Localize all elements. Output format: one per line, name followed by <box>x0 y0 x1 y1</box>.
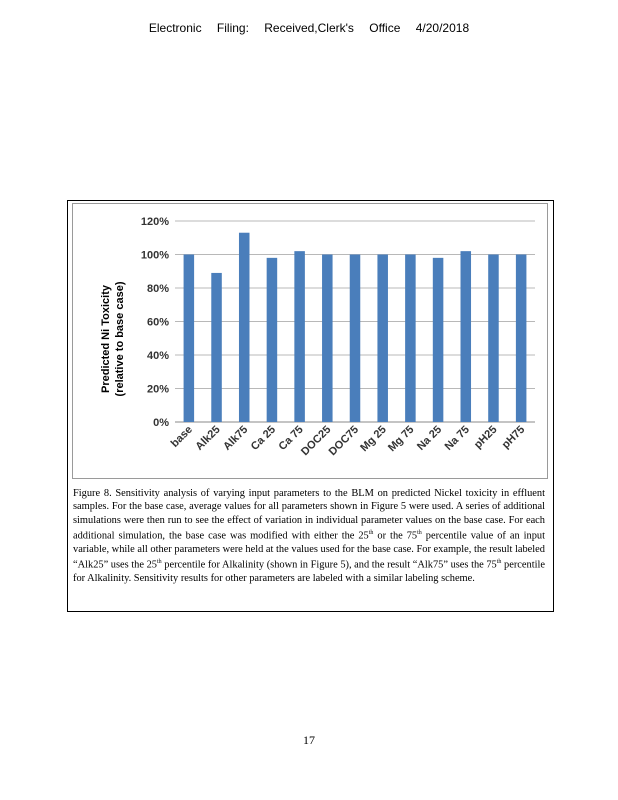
figure-caption <box>73 487 545 585</box>
header-date: 4/20/2018 <box>415 21 470 35</box>
x-tick-label: Alk75 <box>221 423 251 453</box>
x-tick-label: base <box>168 423 195 450</box>
bar-ca75 <box>294 251 305 422</box>
x-tick-label: DOC25 <box>299 423 334 459</box>
caption-sup3: th <box>157 558 162 565</box>
y-tick-label: 60% <box>146 316 169 329</box>
y-tick-label: 40% <box>146 350 169 362</box>
bar-na25 <box>433 258 444 422</box>
x-tick-label: Mg 75 <box>385 423 417 455</box>
page-number: 17 <box>303 733 315 747</box>
caption-part4: percentile for Alkalinity (shown in Figure 5), and the result “Alk75” uses the 75 <box>161 559 497 571</box>
header-office: Office <box>369 21 401 35</box>
y-tick-label: 20% <box>146 383 169 396</box>
x-tick-label: Mg 25 <box>358 423 389 455</box>
bar-layer <box>184 233 527 422</box>
bar-doc75 <box>350 255 361 423</box>
x-tick-label: Ca 25 <box>248 423 279 453</box>
y-tick-label: 0% <box>153 417 169 429</box>
bar-alk25 <box>211 273 222 422</box>
bar-ph75 <box>516 255 527 423</box>
bar-chart <box>73 204 547 478</box>
y-tick-label: 80% <box>146 283 169 295</box>
header-filing: Filing: <box>216 21 249 35</box>
bar-na75 <box>461 251 472 422</box>
bar-ca25 <box>267 258 278 422</box>
caption-sup4: th <box>496 558 502 565</box>
bar-base <box>184 255 195 423</box>
x-tick-label: DOC75 <box>326 423 362 459</box>
x-tick-label: Na 75 <box>442 423 472 453</box>
y-axis-label-line2: (relative to base case) <box>114 281 126 397</box>
y-axis-label-line1: Predicted Ni Toxicity <box>100 285 112 393</box>
x-tick-label: pH75 <box>499 423 528 452</box>
bar-alk75 <box>239 233 250 422</box>
y-tick-label: 120% <box>140 216 169 228</box>
page-header <box>0 21 618 35</box>
caption-part1: Figure 8. Sensitivity analysis of varying input parameters to the BLM on predicted Nickel toxicity in effluent samples. For the base case, average values for all parameters shown in Figure 5 were used. A series of additional simulations were then run to see the effect of variation in individual parameter values on the base case. For each additional simulation, the base case was modified with either the 25 <box>73 488 545 542</box>
x-tick-label: Ca 75 <box>276 423 306 453</box>
caption-part3: percentile value of an input variable, while all other parameters were held at the values used for the base case. For example, the result labeled “Alk25” uses the 25 <box>73 530 545 571</box>
bar-doc25 <box>322 255 333 423</box>
x-tick-label: Alk25 <box>193 423 223 453</box>
x-tick-label: Na 25 <box>414 423 445 453</box>
ytick-layer <box>141 216 169 429</box>
xtick-layer <box>169 424 528 458</box>
chart-area <box>72 203 548 479</box>
header-received: Received,Clerk's <box>264 21 354 35</box>
caption-part5: percentile for Alkalinity. Sensitivity results for other parameters are labeled with a similar labeling scheme. <box>73 559 545 584</box>
x-tick-label: pH25 <box>472 423 500 452</box>
figure-box <box>67 200 554 612</box>
caption-sup1: th <box>368 529 374 536</box>
y-tick-label: 100% <box>140 249 169 262</box>
bar-mg75 <box>405 255 416 423</box>
caption-sup2: th <box>417 529 422 536</box>
caption-part2: or the 75 <box>373 530 418 542</box>
header-electronic: Electronic <box>148 21 202 35</box>
bar-mg25 <box>377 255 388 423</box>
bar-ph25 <box>488 255 499 423</box>
